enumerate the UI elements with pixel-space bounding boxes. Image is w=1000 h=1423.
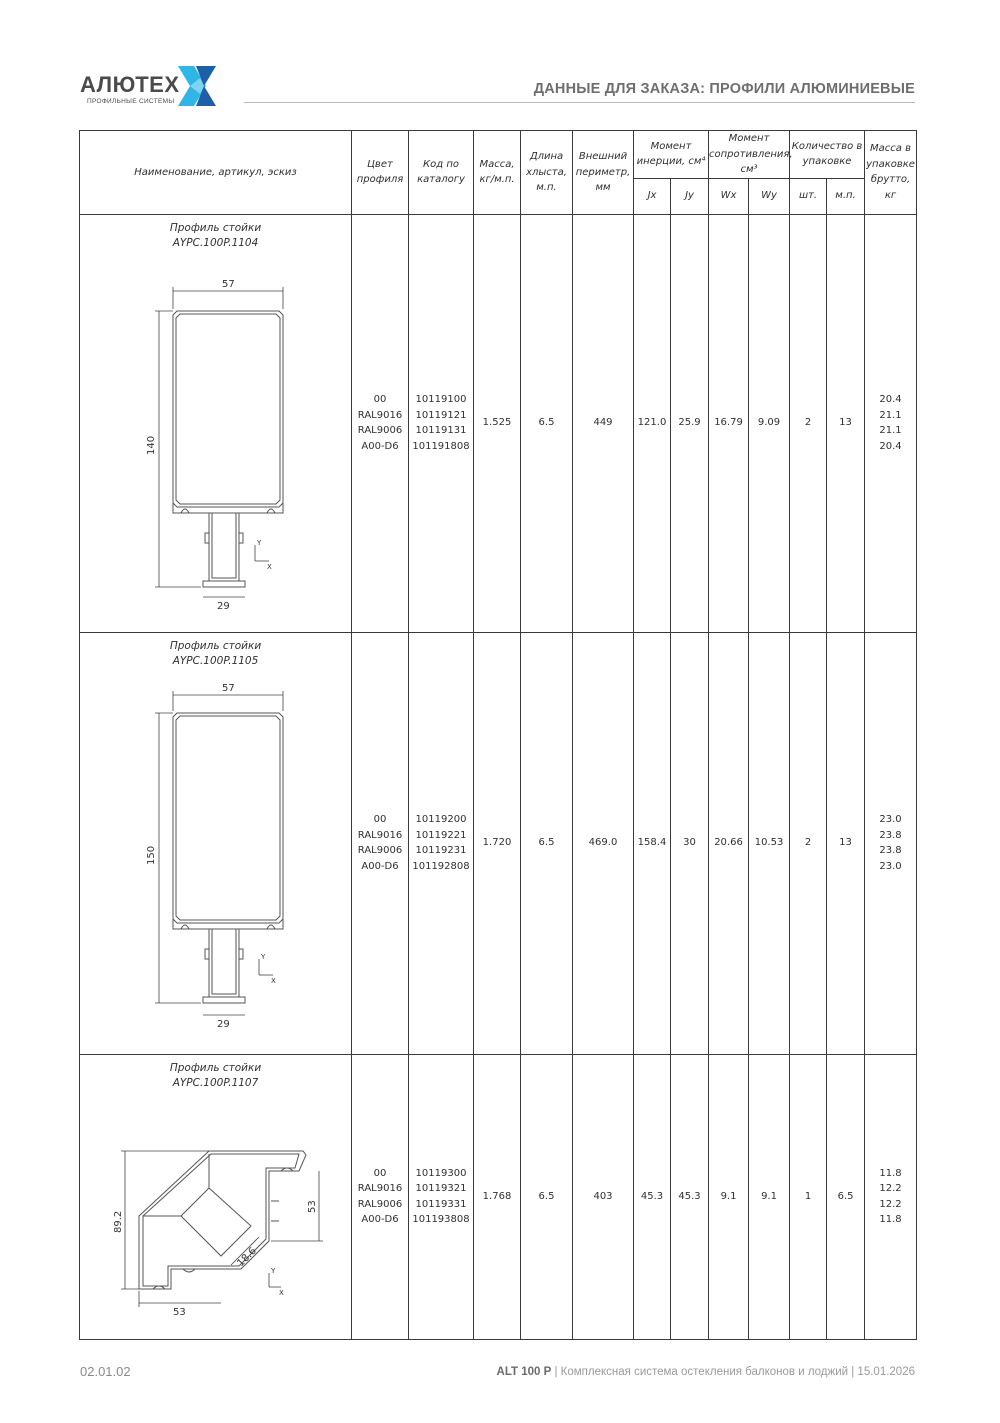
logo-mark-icon <box>178 66 218 106</box>
header-gross: Масса в упаковке брутто, кг <box>865 131 917 215</box>
color-value: RAL9016 <box>357 1183 403 1194</box>
dim-right: 53 <box>306 1199 318 1213</box>
dim-width: 57 <box>221 682 235 694</box>
dim-bottom: 29 <box>216 1018 230 1030</box>
mp-cell: 13 <box>827 214 865 632</box>
gross-cell <box>865 214 917 632</box>
profile-article: AYPC.100P.1104 <box>172 236 259 249</box>
header-mass: Масса, кг/м.п. <box>474 131 521 215</box>
code-value: 101191808 <box>412 440 470 452</box>
profile-sketch <box>81 669 351 1034</box>
color-value: A00-D6 <box>361 860 399 872</box>
perimeter-cell: 449 <box>573 214 634 632</box>
profile-name: Профиль стойки <box>169 221 262 234</box>
gross-value: 23.0 <box>879 860 902 872</box>
profile-sketch <box>81 1091 351 1326</box>
header-jx: Jx <box>634 178 671 214</box>
profile-cell <box>80 632 352 1054</box>
pcs-cell: 2 <box>790 632 827 1054</box>
brand-logo <box>80 66 220 108</box>
header-resistance: Момент сопротивления, см³ <box>709 131 790 179</box>
color-value: RAL9016 <box>357 829 403 841</box>
perimeter-cell: 469.0 <box>573 632 634 1054</box>
table-row <box>80 214 917 632</box>
page-number: 02.01.02 <box>80 1364 131 1379</box>
code-value: 10119221 <box>415 829 467 841</box>
footer-description: | Комплексная система остекления балконов и лоджий | 15.01.2026 <box>551 1366 915 1378</box>
wx-cell: 9.1 <box>709 1054 749 1339</box>
wy-cell: 9.09 <box>749 214 790 632</box>
jy-cell: 45.3 <box>671 1054 709 1339</box>
header-pcs: шт. <box>790 178 827 214</box>
wy-cell: 10.53 <box>749 632 790 1054</box>
dim-height: 150 <box>145 845 157 865</box>
header-mp: м.п. <box>827 178 865 214</box>
mp-cell: 13 <box>827 632 865 1054</box>
dim-width: 57 <box>221 278 235 290</box>
length-cell: 6.5 <box>521 632 573 1054</box>
mass-cell: 1.768 <box>474 1054 521 1339</box>
gross-value: 12.2 <box>879 1198 902 1210</box>
color-value: RAL9006 <box>357 1198 403 1210</box>
table-row <box>80 632 917 1054</box>
color-value: RAL9016 <box>357 409 403 421</box>
wy-cell: 9.1 <box>749 1054 790 1339</box>
header-quantity: Количество в упаковке <box>790 131 865 179</box>
dim-height: 89.2 <box>112 1210 124 1233</box>
perimeter-cell: 403 <box>573 1054 634 1339</box>
gross-value: 21.1 <box>879 409 902 421</box>
order-data-table <box>79 130 917 1340</box>
code-value: 10119321 <box>415 1183 467 1194</box>
axis-x-label: X <box>266 562 272 571</box>
profile-cell <box>80 214 352 632</box>
profile-sketch <box>81 251 351 611</box>
jy-cell: 25.9 <box>671 214 709 632</box>
code-value: 101193808 <box>412 1214 470 1225</box>
jx-cell: 45.3 <box>634 1054 671 1339</box>
axis-x-label: X <box>278 1288 284 1297</box>
code-value: 10119231 <box>415 845 467 856</box>
dim-diag: 18.6 <box>234 1245 259 1269</box>
axis-x-label: X <box>270 976 276 985</box>
header-name: Наименование, артикул, эскиз <box>80 131 352 215</box>
gross-value: 23.8 <box>879 845 902 856</box>
profile-article: AYPC.100P.1107 <box>172 1076 259 1089</box>
code-cell <box>409 214 474 632</box>
color-value: 00 <box>373 1167 387 1179</box>
header-code: Код по каталогу <box>409 131 474 215</box>
mass-cell: 1.720 <box>474 632 521 1054</box>
code-cell <box>409 632 474 1054</box>
length-cell: 6.5 <box>521 214 573 632</box>
gross-value: 23.0 <box>879 814 902 825</box>
color-value: A00-D6 <box>361 1214 399 1225</box>
gross-cell <box>865 1054 917 1339</box>
jy-cell: 30 <box>671 632 709 1054</box>
gross-value: 20.4 <box>879 440 902 452</box>
logo-text: АЛЮТЕХ <box>80 72 180 97</box>
gross-value: 11.8 <box>879 1214 902 1225</box>
header-wx: Wx <box>709 178 749 214</box>
gross-cell <box>865 632 917 1054</box>
mp-cell: 6.5 <box>827 1054 865 1339</box>
profile-cell <box>80 1054 352 1339</box>
code-cell <box>409 1054 474 1339</box>
profile-article: AYPC.100P.1105 <box>172 654 259 667</box>
profile-name: Профиль стойки <box>169 1061 262 1074</box>
pcs-cell: 1 <box>790 1054 827 1339</box>
jx-cell: 121.0 <box>634 214 671 632</box>
page-title: ДАННЫЕ ДЛЯ ЗАКАЗА: ПРОФИЛИ АЛЮМИНИЕВЫЕ <box>533 81 915 97</box>
profile-name: Профиль стойки <box>169 639 262 652</box>
axis-y-label: Y <box>270 1266 275 1275</box>
logo-subtitle: ПРОФИЛЬНЫЕ СИСТЕМЫ <box>87 98 175 105</box>
code-value: 10119331 <box>415 1198 467 1210</box>
mass-cell: 1.525 <box>474 214 521 632</box>
dim-bottom: 29 <box>216 600 230 611</box>
wx-cell: 20.66 <box>709 632 749 1054</box>
axis-y-label: Y <box>260 952 265 961</box>
jx-cell: 158.4 <box>634 632 671 1054</box>
pcs-cell: 2 <box>790 214 827 632</box>
dim-height: 140 <box>145 435 157 455</box>
code-value: 10119121 <box>415 409 467 421</box>
header-inertia: Момент инерции, см⁴ <box>634 131 709 179</box>
color-value: A00-D6 <box>361 440 399 452</box>
length-cell: 6.5 <box>521 1054 573 1339</box>
code-value: 10119200 <box>415 814 467 825</box>
color-cell <box>352 632 409 1054</box>
code-value: 10119100 <box>415 394 467 405</box>
color-cell <box>352 214 409 632</box>
gross-value: 11.8 <box>879 1167 902 1179</box>
footer-product: ALT 100 P <box>496 1366 552 1378</box>
gross-value: 23.8 <box>879 829 902 841</box>
header-length: Длина хлыста, м.п. <box>521 131 573 215</box>
code-value: 10119131 <box>415 425 467 436</box>
code-value: 101192808 <box>412 860 470 872</box>
color-value: 00 <box>373 394 387 405</box>
color-value: RAL9006 <box>357 845 403 856</box>
table-row <box>80 1054 917 1339</box>
gross-value: 21.1 <box>879 425 902 436</box>
header-color: Цвет профиля <box>352 131 409 215</box>
axis-y-label: Y <box>256 538 261 547</box>
header-divider <box>244 102 915 103</box>
gross-value: 12.2 <box>879 1183 902 1194</box>
color-value: 00 <box>373 814 387 825</box>
gross-value: 20.4 <box>879 394 902 405</box>
color-cell <box>352 1054 409 1339</box>
color-value: RAL9006 <box>357 425 403 436</box>
footer-info <box>497 1366 915 1378</box>
wx-cell: 16.79 <box>709 214 749 632</box>
code-value: 10119300 <box>415 1167 467 1179</box>
header-jy: Jy <box>671 178 709 214</box>
dim-bottom: 53 <box>172 1306 186 1318</box>
header-perimeter: Внешний периметр, мм <box>573 131 634 215</box>
header-wy: Wy <box>749 178 790 214</box>
